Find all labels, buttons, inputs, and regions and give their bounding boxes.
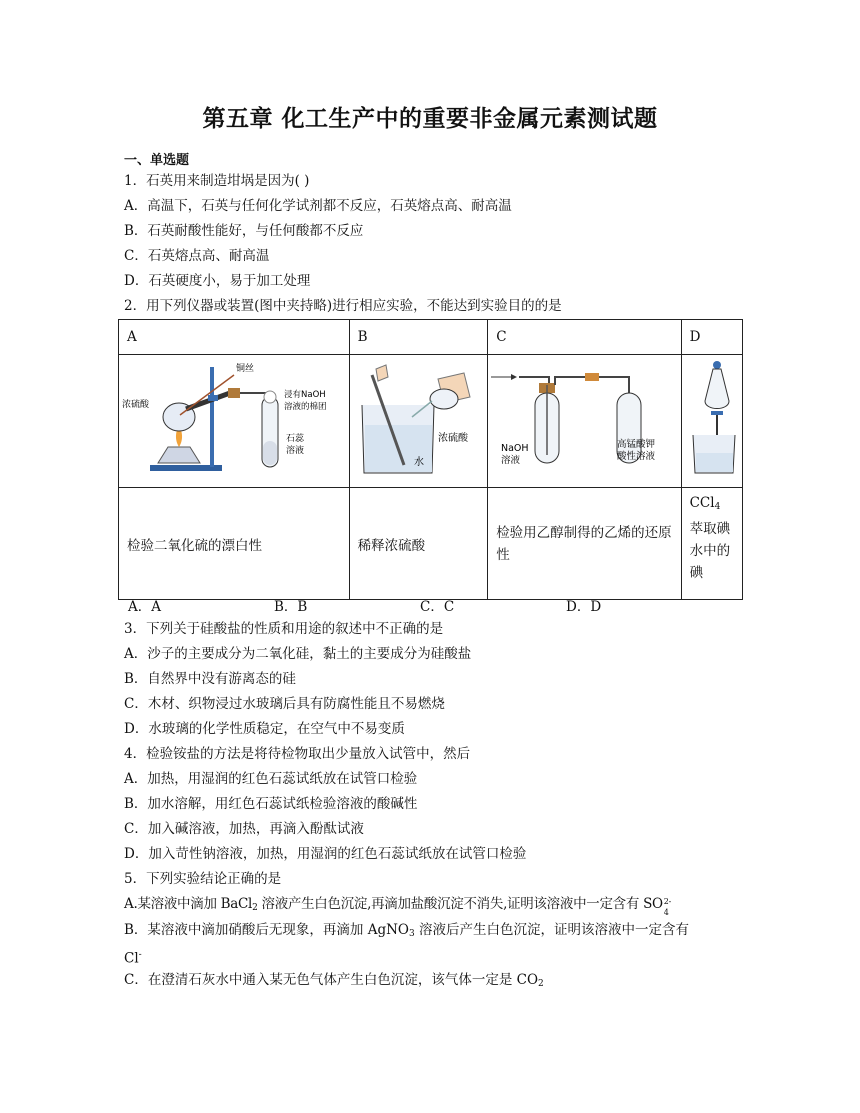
q4-option-b[interactable]: B．加水溶解，用红色石蕊试纸检验溶液的酸碱性 — [124, 796, 418, 812]
header-c: C — [488, 320, 681, 355]
diagram-b-cell — [349, 355, 488, 488]
q3-option-d[interactable]: D．水玻璃的化学性质稳定，在空气中不易变质 — [124, 721, 405, 737]
q3-option-a[interactable]: A．沙子的主要成分为二氧化硅，黏土的主要成分为硅酸盐 — [124, 646, 472, 662]
diagram-a-cell — [119, 355, 350, 488]
q3-stem: 3．下列关于硅酸盐的性质和用途的叙述中不正确的是 — [124, 621, 444, 637]
label-naoh-c-2: 溶液 — [501, 455, 521, 466]
q2-option-c[interactable]: C．C — [420, 599, 455, 615]
q5-option-b-cont: Cl- — [124, 950, 142, 967]
separatory-funnel-diagram — [683, 355, 741, 483]
q2-stem: 2．用下列仪器或装置(图中夹持略)进行相应实验，不能达到实验目的的是 — [124, 298, 562, 314]
q4-option-d[interactable]: D．加入苛性钠溶液，加热，用湿润的红色石蕊试纸放在试管口检验 — [124, 846, 527, 862]
q5-option-c[interactable]: C．在澄清石灰水中通入某无色气体产生白色沉淀，该气体一定是 $CO_2$ — [124, 972, 544, 989]
q2-option-a[interactable]: A．A — [128, 599, 161, 615]
q1-stem: 1．石英用来制造坩埚是因为( ) — [124, 173, 310, 189]
q5-stem: 5．下列实验结论正确的是 — [124, 871, 282, 887]
page-title: 第五章 化工生产中的重要非金属元素测试题 — [202, 106, 658, 132]
q1-option-b[interactable]: B．石英耐酸性能好，与任何酸都不反应 — [124, 223, 364, 239]
label-naoh-c-1: NaOH — [501, 443, 529, 454]
label-naoh-cotton-1: 浸有NaOH — [283, 390, 326, 400]
label-litmus-1: 石蕊 — [285, 434, 304, 444]
header-a: A — [119, 320, 350, 355]
diagram-d-cell — [681, 355, 742, 488]
q3-option-c[interactable]: C．木材、织物浸过水玻璃后具有防腐性能且不易燃烧 — [124, 696, 445, 712]
label-conc-sulfuric-a: 浓硫酸 — [121, 400, 149, 410]
caption-d: CCl$_4$ 萃取碘水中的碘 — [681, 488, 742, 600]
q1-option-a[interactable]: A．高温下，石英与任何化学试剂都不反应，石英熔点高、耐高温 — [124, 198, 512, 214]
q2-option-b[interactable]: B．B — [274, 599, 308, 615]
section-heading: 一、单选题 — [124, 153, 190, 168]
label-copper-wire: 铜丝 — [235, 364, 254, 374]
header-d: D — [681, 320, 742, 355]
diagram-c-cell — [488, 355, 681, 488]
q4-option-c[interactable]: C．加入碱溶液，加热，再滴入酚酞试液 — [124, 821, 364, 837]
label-naoh-cotton-2: 溶液的棉团 — [283, 402, 327, 412]
label-litmus-2: 溶液 — [285, 446, 304, 456]
so2-apparatus-diagram — [120, 355, 348, 483]
label-water: 水 — [414, 457, 425, 468]
header-b: B — [349, 320, 488, 355]
q5-option-a[interactable]: A.某溶液中滴加 BaCl$_2$ 溶液产生白色沉淀,再滴加盐酸沉淀不消失,证明该溶液中一定含有 SO 2- 4 — [124, 896, 671, 917]
q3-option-b[interactable]: B．自然界中没有游离态的硅 — [124, 671, 296, 687]
q4-stem: 4．检验铵盐的方法是将待检物取出少量放入试管中，然后 — [124, 746, 471, 762]
q2-experiment-table — [118, 319, 743, 600]
label-conc-sulfuric-b: 浓硫酸 — [438, 433, 469, 444]
label-kmno4-1: 高锰酸钾 — [617, 439, 656, 450]
q2-option-d[interactable]: D．D — [566, 599, 602, 615]
caption-b: 稀释浓硫酸 — [349, 488, 488, 600]
q4-option-a[interactable]: A．加热，用湿润的红色石蕊试纸放在试管口检验 — [124, 771, 418, 787]
ethylene-diagram — [489, 355, 679, 483]
q1-option-d[interactable]: D．石英硬度小，易于加工处理 — [124, 273, 311, 289]
dilution-diagram — [352, 355, 484, 483]
q5-option-b[interactable]: B．某溶液中滴加硝酸后无现象，再滴加 AgNO$_3$ 溶液后产生白色沉淀，证明该溶液中一定含有 — [124, 922, 690, 939]
caption-a: 检验二氧化硫的漂白性 — [119, 488, 350, 600]
label-kmno4-2: 酸性溶液 — [617, 451, 656, 462]
q1-option-c[interactable]: C．石英熔点高、耐高温 — [124, 248, 270, 264]
caption-c: 检验用乙醇制得的乙烯的还原性 — [488, 488, 681, 600]
